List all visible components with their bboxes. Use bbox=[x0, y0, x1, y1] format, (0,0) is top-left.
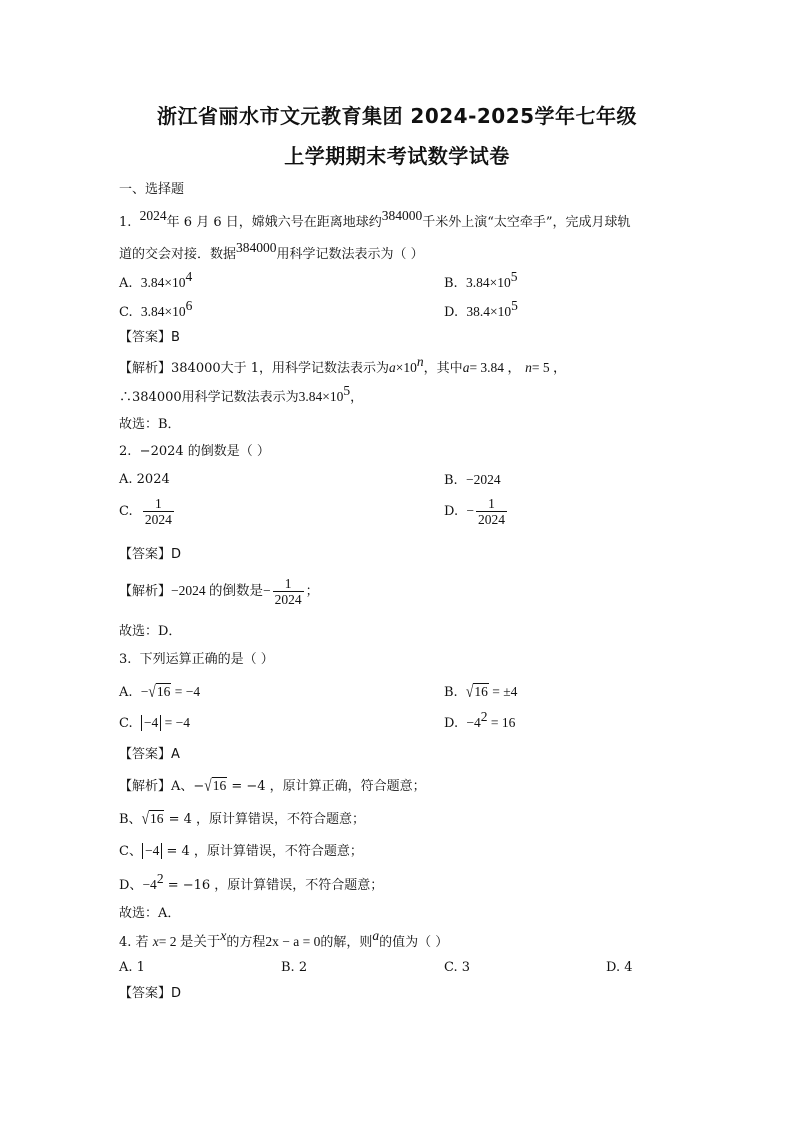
analysis-tag: 【解析】 bbox=[119, 584, 172, 599]
option-b bbox=[444, 269, 518, 293]
analysis-text: ∴384000用科学记数法表示为 bbox=[119, 390, 299, 405]
option-label: B. bbox=[444, 473, 458, 488]
sqrt-expression: √16 bbox=[148, 682, 171, 701]
analysis-text: = −4 ，原计算正确，符合题意； bbox=[227, 779, 426, 794]
question-number: 4. bbox=[119, 935, 132, 950]
analysis-tag: 【解析】 bbox=[119, 361, 172, 376]
option-b bbox=[444, 471, 501, 490]
analysis-text: = 5 ， bbox=[531, 360, 567, 375]
section-heading: 一、选择题 bbox=[119, 182, 185, 197]
option-d bbox=[444, 496, 509, 527]
analysis-text: B、 bbox=[119, 812, 142, 827]
question-number: 1. bbox=[119, 215, 132, 230]
option-label: D. bbox=[444, 716, 459, 731]
analysis-value: −4 bbox=[142, 877, 157, 892]
option-exponent: 4 bbox=[185, 269, 193, 284]
analysis-1-line2 bbox=[119, 383, 364, 407]
option-a bbox=[119, 269, 193, 293]
analysis-2 bbox=[119, 576, 319, 607]
minus-sign: − bbox=[140, 684, 149, 699]
analysis-3-line3 bbox=[119, 843, 363, 861]
analysis-value: 3.84×10 bbox=[298, 389, 344, 404]
choose-2: 故选：D． bbox=[119, 624, 182, 639]
stem-text: 的解，则 bbox=[320, 935, 373, 950]
analysis-text: = −16 ，原计算错误，不符合题意； bbox=[163, 878, 384, 893]
answer-1: 【答案】B bbox=[119, 330, 180, 345]
option-c bbox=[119, 496, 176, 527]
analysis-3-line2 bbox=[119, 810, 365, 829]
var-a: a bbox=[462, 360, 470, 375]
answer-3: 【答案】A bbox=[119, 747, 180, 762]
answer-2: 【答案】D bbox=[119, 547, 182, 562]
stem-text: 千米外上演“太空牵手”，完成月球轨 bbox=[422, 215, 631, 230]
numerator: 1 bbox=[284, 576, 292, 591]
analysis-text: A、− bbox=[171, 779, 205, 794]
sqrt-expression: √16 bbox=[465, 682, 488, 701]
analysis-text: = 4 ，原计算错误，不符合题意； bbox=[162, 844, 363, 859]
analysis-1-line1 bbox=[119, 354, 567, 378]
option-label: A. bbox=[119, 276, 133, 291]
times-ten: ×10 bbox=[395, 360, 417, 375]
year-value: 2024 bbox=[139, 208, 167, 223]
analysis-3-line4 bbox=[119, 871, 384, 895]
stem-text: 年 6 月 6 日，嫦娥六号在距离地球约 bbox=[166, 215, 382, 230]
analysis-exponent: 2 bbox=[156, 871, 164, 886]
analysis-text: ，其中 bbox=[423, 361, 463, 376]
stem-text: 若 bbox=[135, 935, 149, 950]
document-title-line2: 上学期期末考试数学试卷 bbox=[284, 144, 510, 168]
question-1-stem-line1 bbox=[119, 208, 631, 232]
option-value: = 16 bbox=[487, 715, 516, 730]
document-title-line1: 浙江省丽水市文元教育集团 2024-2025学年七年级 bbox=[156, 104, 638, 128]
analysis-text: = 3.84 ， bbox=[469, 360, 521, 375]
fraction bbox=[273, 576, 304, 607]
fraction bbox=[143, 496, 174, 527]
option-value: 3.84×10 bbox=[140, 275, 186, 290]
option-label: A. bbox=[119, 685, 133, 700]
option-d bbox=[444, 709, 516, 733]
stem-text: 道的交会对接．数据 bbox=[119, 247, 237, 262]
option-exponent: 5 bbox=[510, 269, 518, 284]
option-exponent: 5 bbox=[511, 298, 518, 313]
option-value: 3.84×10 bbox=[465, 275, 511, 290]
stem-text: 用科学记数法表示为（ ） bbox=[276, 247, 424, 262]
option-exponent: 2 bbox=[480, 709, 488, 724]
option-label: C. bbox=[119, 504, 133, 519]
option-value: −4 bbox=[466, 715, 481, 730]
denominator: 2024 bbox=[144, 512, 172, 527]
option-value: = −4 bbox=[161, 715, 190, 730]
question-3-stem bbox=[119, 651, 274, 669]
minus-sign: − bbox=[263, 583, 271, 598]
radicand: 16 bbox=[474, 684, 488, 699]
analysis-text: 384000大于 1，用科学记数法表示为 bbox=[171, 361, 390, 376]
option-exponent: 6 bbox=[185, 298, 193, 313]
radicand: 16 bbox=[149, 811, 164, 826]
question-number: 3. bbox=[119, 652, 132, 667]
option-label: C. bbox=[119, 305, 133, 320]
question-1-stem-line2 bbox=[119, 240, 424, 264]
option-label: C. bbox=[119, 716, 133, 731]
question-number: 2. bbox=[119, 444, 132, 459]
stem-text: 下列运算正确的是（ ） bbox=[139, 652, 274, 667]
option-label: D. bbox=[444, 504, 459, 519]
option-d bbox=[444, 298, 518, 322]
option-c: C. 3 bbox=[444, 960, 471, 975]
analysis-exponent: 5 bbox=[343, 383, 351, 398]
option-a: A. 1 bbox=[119, 960, 145, 975]
stem-text: = 2 是关于 bbox=[158, 934, 221, 949]
analysis-text: ， bbox=[350, 390, 364, 405]
option-value: = −4 bbox=[171, 684, 201, 699]
option-label: D. bbox=[444, 305, 459, 320]
fraction bbox=[476, 496, 507, 527]
question-2-stem bbox=[119, 443, 270, 461]
denominator: 2024 bbox=[274, 592, 302, 607]
equation: 2x − a = 0 bbox=[265, 934, 321, 949]
question-4-stem bbox=[119, 928, 449, 952]
option-d: D. 4 bbox=[606, 960, 633, 975]
sqrt-expression: √16 bbox=[204, 776, 227, 795]
choose-1: 故选：B． bbox=[119, 417, 181, 432]
numerator: 1 bbox=[488, 496, 495, 511]
minus-sign: − bbox=[466, 503, 474, 518]
var-a: a bbox=[389, 360, 396, 375]
option-label: B. bbox=[444, 276, 458, 291]
analysis-tag: 【解析】 bbox=[119, 779, 172, 794]
option-value: −2024 bbox=[465, 472, 501, 487]
var-x: x bbox=[152, 934, 159, 949]
option-c bbox=[119, 298, 193, 322]
var-a: a bbox=[372, 928, 380, 943]
data-value: 384000 bbox=[236, 240, 277, 255]
numerator: 1 bbox=[155, 496, 162, 511]
option-a bbox=[119, 683, 200, 702]
answer-4: 【答案】D bbox=[119, 986, 182, 1001]
sqrt-expression: √16 bbox=[141, 809, 164, 828]
choose-3: 故选：A． bbox=[119, 906, 181, 921]
analysis-3-line1 bbox=[119, 777, 426, 796]
var-x: x bbox=[220, 928, 227, 943]
option-value: 38.4×10 bbox=[466, 304, 512, 319]
stem-text: 的值为（ ） bbox=[379, 935, 449, 950]
option-label: B. bbox=[444, 685, 458, 700]
option-value: = ±4 bbox=[488, 684, 518, 699]
option-a: A. 2024 bbox=[119, 472, 170, 487]
distance-value: 384000 bbox=[381, 208, 423, 223]
absolute-value: −4 bbox=[142, 843, 162, 859]
option-value: 3.84×10 bbox=[140, 304, 186, 319]
stem-text: 的方程 bbox=[226, 935, 266, 950]
option-b bbox=[444, 683, 517, 702]
analysis-text: ； bbox=[305, 584, 319, 599]
radicand: 16 bbox=[156, 684, 171, 699]
radicand: 16 bbox=[212, 778, 227, 793]
stem-text: −2024 的倒数是（ ） bbox=[139, 444, 270, 459]
var-n: n bbox=[525, 360, 532, 375]
var-n: n bbox=[416, 354, 424, 369]
analysis-text: −2024 的倒数是 bbox=[171, 583, 264, 598]
analysis-text: D、 bbox=[119, 878, 143, 893]
option-b: B. 2 bbox=[281, 960, 308, 975]
option-c bbox=[119, 714, 190, 733]
denominator: 2024 bbox=[477, 512, 505, 527]
absolute-value: −4 bbox=[141, 715, 161, 731]
analysis-text: C、 bbox=[119, 844, 142, 859]
analysis-text: = 4 ，原计算错误，不符合题意； bbox=[164, 812, 366, 827]
